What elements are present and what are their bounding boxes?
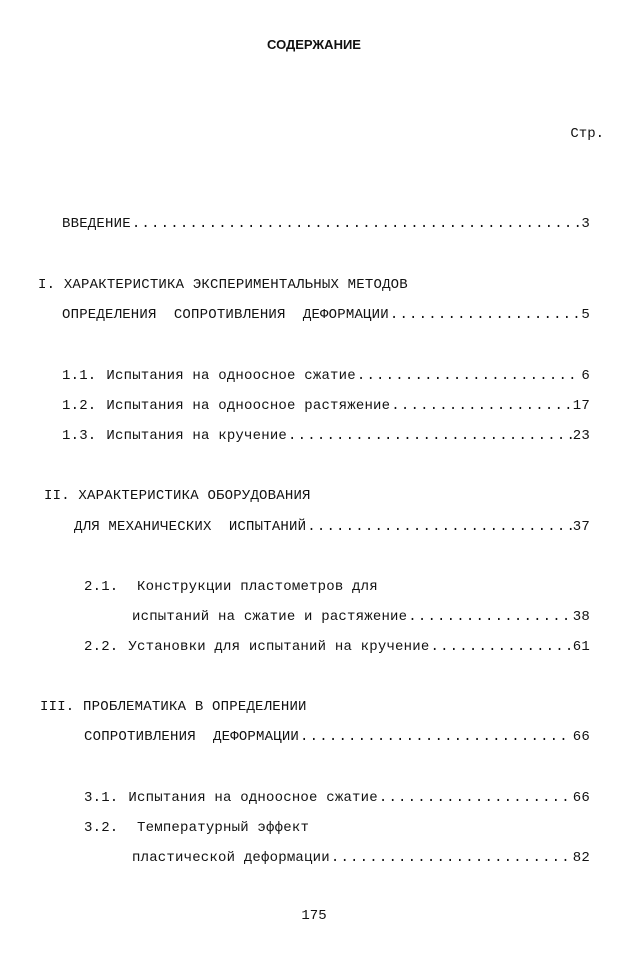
toc-section-2-2[interactable] (84, 639, 590, 655)
toc-leader-dots (300, 729, 572, 745)
toc-section-1-2[interactable] (62, 398, 590, 414)
toc-leader-dots (132, 216, 581, 232)
toc-section-title: Испытания на кручение (106, 428, 288, 444)
toc-leader-dots (408, 609, 572, 625)
toc-section-number: 3.1. (84, 790, 119, 806)
toc-chapter-3-heading[interactable] (40, 699, 307, 715)
toc-page-number: 6 (581, 368, 590, 384)
toc-section-number: 2.2. (84, 639, 119, 655)
toc-section-title-line1: Конструкции пластометров для (137, 579, 378, 595)
toc-page-number: 38 (572, 609, 590, 625)
toc-chapter-title-line1: ХАРАКТЕРИСТИКА ОБОРУДОВАНИЯ (78, 488, 311, 504)
toc-section-number: 1.2. (62, 398, 97, 414)
toc-section-title-line2: испытаний на сжатие и растяжение (132, 609, 408, 625)
page-column-label: Стр. (570, 126, 604, 142)
toc-section-title: Испытания на одноосное сжатие (106, 368, 356, 384)
toc-entry-title: ВВЕДЕНИЕ (62, 216, 131, 232)
toc-chapter-number: III. (40, 699, 75, 715)
toc-page-number: 82 (572, 850, 590, 866)
toc-page-number: 37 (572, 519, 590, 535)
toc-leader-dots (357, 368, 581, 384)
toc-page-number: 17 (572, 398, 590, 414)
toc-leader-dots (307, 519, 572, 535)
toc-leader-dots (331, 850, 572, 866)
toc-section-title: Испытания на одноосное сжатие (128, 790, 378, 806)
toc-chapter-1-heading[interactable] (38, 277, 408, 293)
toc-section-number: 2.1. (84, 579, 119, 595)
toc-leader-dots (288, 428, 572, 444)
toc-section-1-1[interactable] (62, 368, 590, 384)
toc-chapter-number: I. (38, 277, 56, 293)
toc-section-title-line2: пластической деформации (132, 850, 330, 866)
toc-section-3-2-line1[interactable] (84, 820, 309, 836)
toc-chapter-number: II. (44, 488, 70, 504)
page-title: СОДЕРЖАНИЕ (267, 37, 361, 52)
toc-chapter-2-heading[interactable] (44, 488, 311, 504)
toc-chapter-title-line1: ХАРАКТЕРИСТИКА ЭКСПЕРИМЕНТАЛЬНЫХ МЕТОДОВ (63, 277, 408, 293)
toc-section-number: 3.2. (84, 820, 119, 836)
toc-section-2-1-line1[interactable] (84, 579, 378, 595)
toc-page-number: 5 (581, 307, 590, 323)
toc-leader-dots (430, 639, 571, 655)
toc-page-number: 3 (581, 216, 590, 232)
toc-entry-intro[interactable] (62, 216, 590, 232)
toc-page-number: 23 (572, 428, 590, 444)
toc-section-3-2-line2[interactable] (132, 850, 590, 866)
toc-section-number: 1.3. (62, 428, 97, 444)
toc-page-number: 66 (572, 790, 590, 806)
toc-chapter-title-line2: ДЛЯ МЕХАНИЧЕСКИХ ИСПЫТАНИЙ (74, 519, 307, 535)
toc-page-number: 66 (572, 729, 590, 745)
toc-chapter-2-line2[interactable] (74, 519, 590, 535)
toc-chapter-title-line2: ОПРЕДЕЛЕНИЯ СОПРОТИВЛЕНИЯ ДЕФОРМАЦИИ (62, 307, 389, 323)
toc-leader-dots (379, 790, 572, 806)
toc-section-1-3[interactable] (62, 428, 590, 444)
toc-section-3-1[interactable] (84, 790, 590, 806)
toc-section-2-1-line2[interactable] (132, 609, 590, 625)
toc-chapter-title-line1: ПРОБЛЕМАТИКА В ОПРЕДЕЛЕНИИ (83, 699, 307, 715)
toc-section-title: Установки для испытаний на кручение (128, 639, 430, 655)
page-number-footer: 175 (301, 908, 327, 924)
toc-chapter-title-line2: СОПРОТИВЛЕНИЯ ДЕФОРМАЦИИ (84, 729, 300, 745)
toc-leader-dots (390, 307, 581, 323)
toc-chapter-1-line2[interactable] (62, 307, 590, 323)
toc-leader-dots (391, 398, 572, 414)
toc-section-number: 1.1. (62, 368, 97, 384)
toc-section-title: Испытания на одноосное растяжение (106, 398, 391, 414)
toc-chapter-3-line2[interactable] (84, 729, 590, 745)
toc-section-title-line1: Температурный эффект (137, 820, 310, 836)
toc-page-number: 61 (572, 639, 590, 655)
